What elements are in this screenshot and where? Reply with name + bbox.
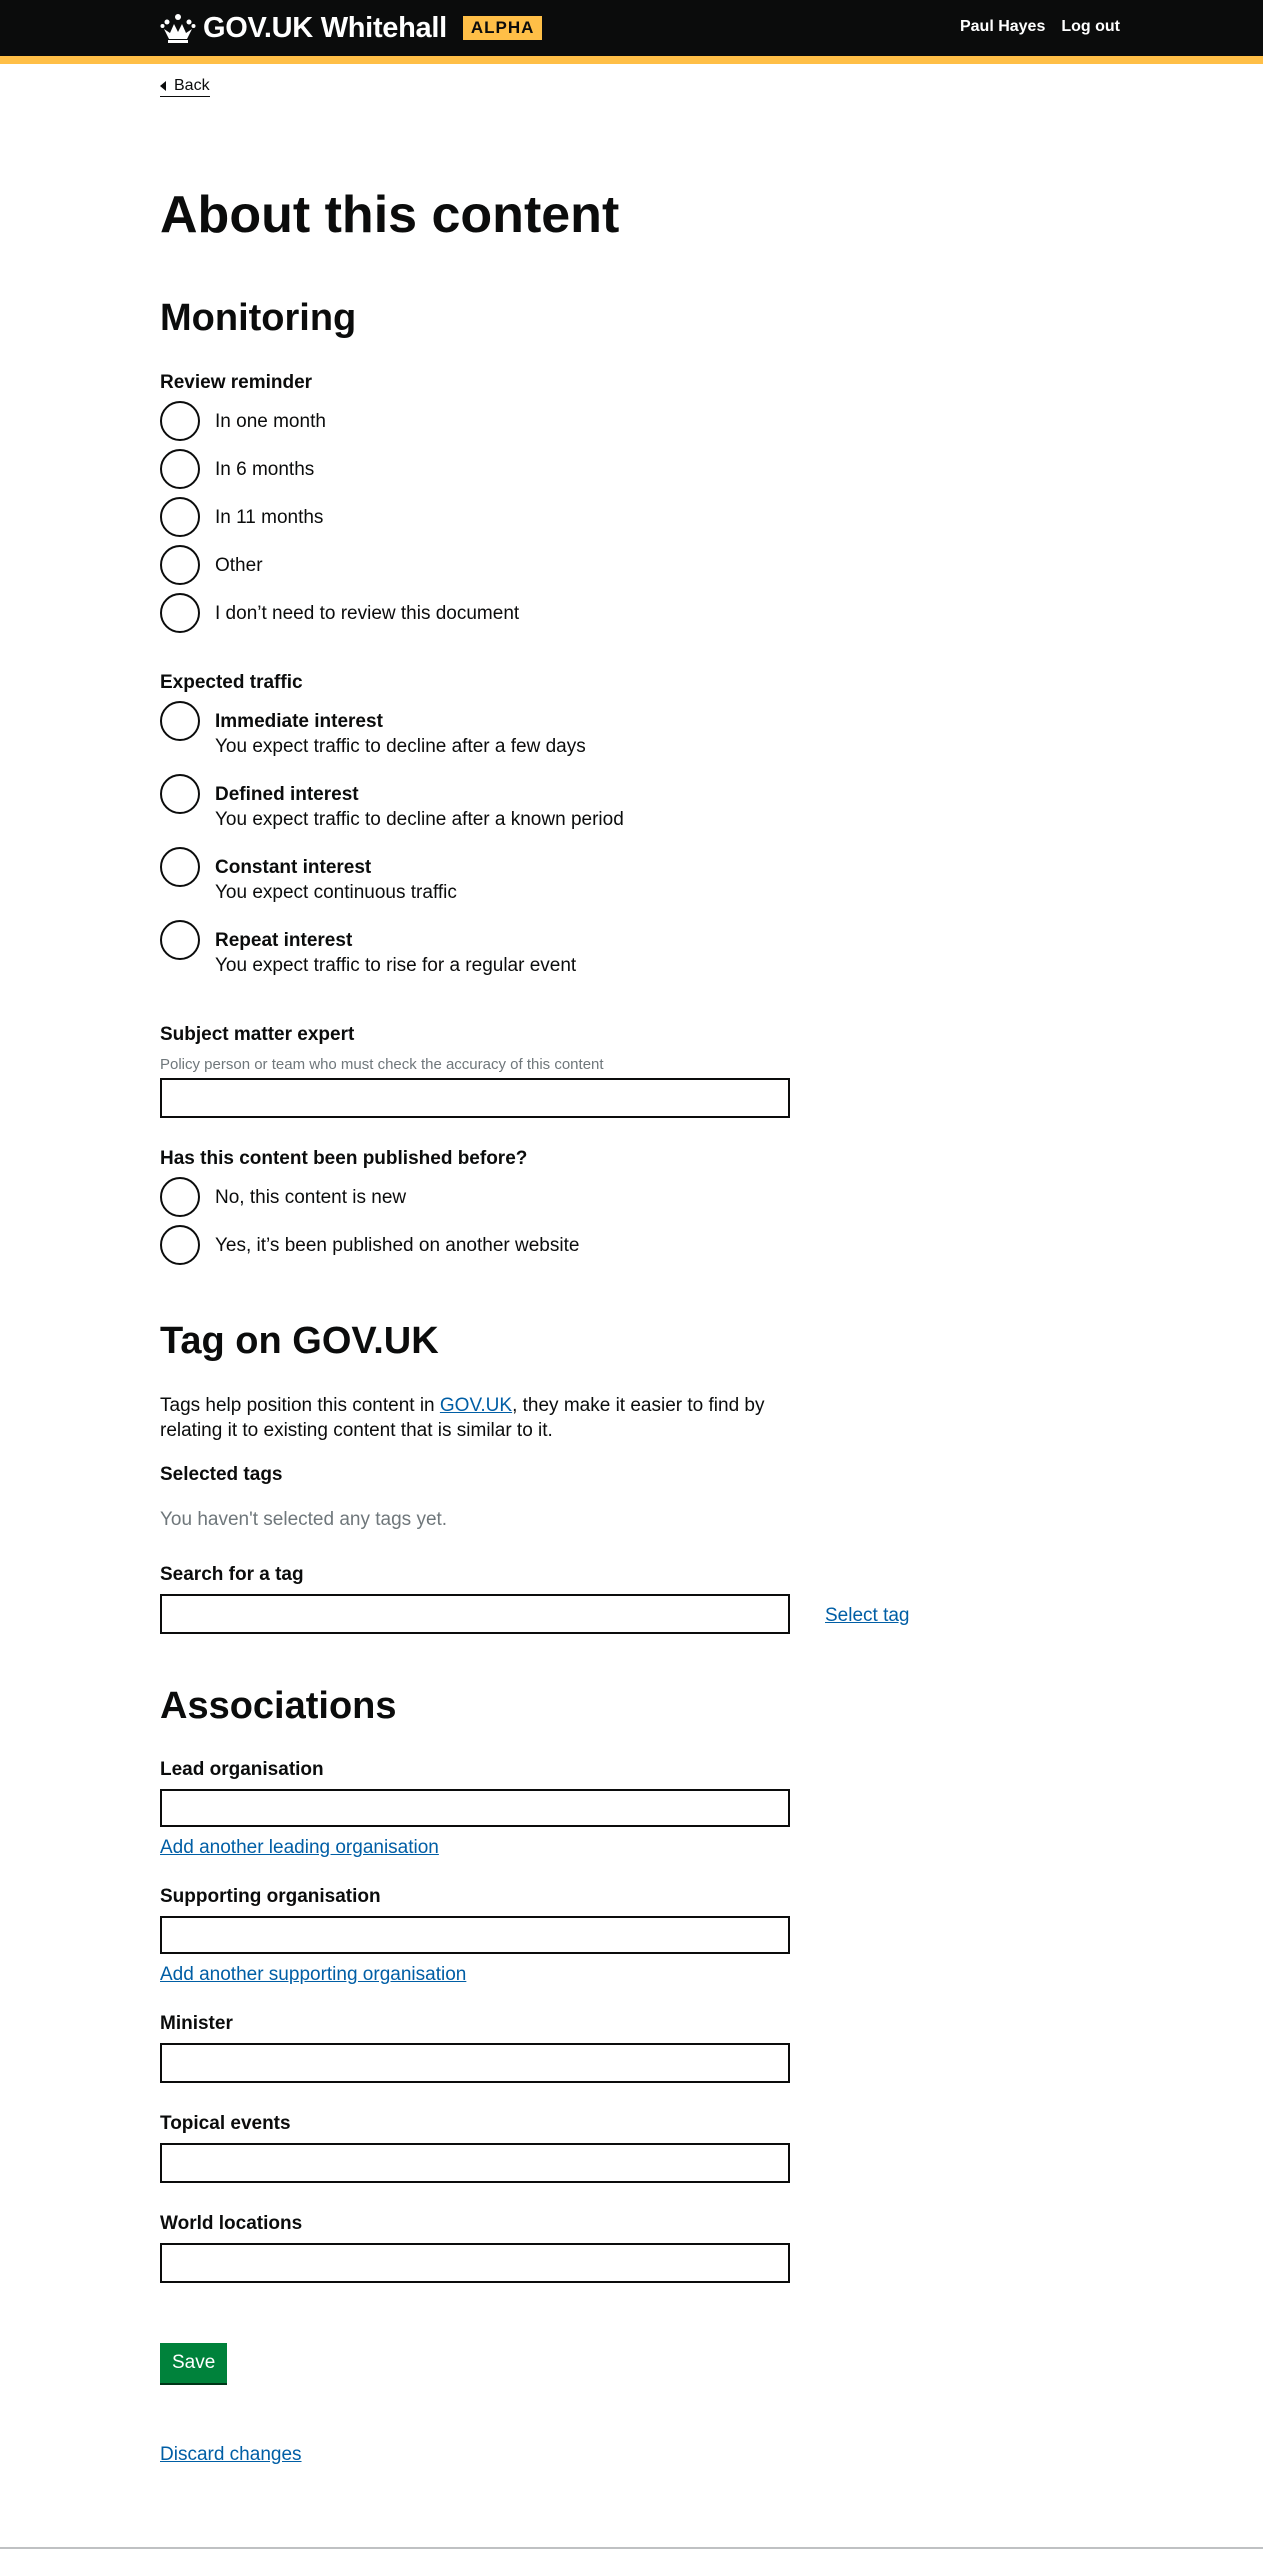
radio-button[interactable]	[160, 1225, 200, 1265]
radio-description: You expect traffic to decline after a few days	[215, 736, 586, 757]
search-tag-input[interactable]	[160, 1594, 790, 1634]
radio-description: You expect continuous traffic	[215, 882, 457, 903]
traffic-radio-defined[interactable]	[160, 774, 624, 832]
minister-label: Minister	[160, 2013, 233, 2034]
radio-button[interactable]	[160, 401, 200, 441]
review-radio-6-months[interactable]	[160, 449, 314, 489]
review-reminder-label: Review reminder	[160, 372, 313, 393]
phase-badge: ALPHA	[463, 16, 543, 40]
tag-intro-text-before: Tags help position this content in	[160, 1395, 440, 1416]
discard-changes-link[interactable]: Discard changes	[160, 2444, 302, 2465]
tag-intro	[160, 1393, 800, 1443]
radio-button[interactable]	[160, 449, 200, 489]
radio-button[interactable]	[160, 497, 200, 537]
monitoring-heading: Monitoring	[160, 297, 357, 339]
traffic-radio-immediate[interactable]	[160, 701, 586, 759]
crown-icon	[160, 13, 196, 43]
add-supporting-organisation-link[interactable]: Add another supporting organisation	[160, 1964, 467, 1985]
back-link[interactable]: Back	[160, 76, 210, 97]
subject-matter-expert-label: Subject matter expert	[160, 1024, 355, 1045]
radio-description: You expect traffic to rise for a regular event	[215, 955, 577, 976]
radio-label: In 11 months	[215, 507, 324, 528]
expected-traffic-label: Expected traffic	[160, 672, 303, 693]
radio-label: Other	[215, 555, 263, 576]
brand-link[interactable]	[160, 10, 542, 46]
review-radio-other[interactable]	[160, 545, 263, 585]
user-nav	[960, 18, 1120, 36]
radio-title: Immediate interest	[215, 711, 383, 732]
radio-button[interactable]	[160, 847, 200, 887]
radio-button[interactable]	[160, 920, 200, 960]
subject-matter-expert-input[interactable]	[160, 1078, 790, 1118]
no-tags-message: You haven't selected any tags yet.	[160, 1509, 448, 1530]
govuk-link[interactable]: GOV.UK	[439, 1395, 513, 1416]
published-before-label: Has this content been published before?	[160, 1148, 528, 1169]
radio-label: In 6 months	[215, 459, 315, 480]
radio-label: No, this content is new	[215, 1187, 407, 1208]
lead-organisation-input[interactable]	[160, 1789, 790, 1827]
radio-button[interactable]	[160, 1177, 200, 1217]
radio-button[interactable]	[160, 545, 200, 585]
review-radio-11-months[interactable]	[160, 497, 323, 537]
minister-input[interactable]	[160, 2043, 790, 2083]
tag-intro-text-after: , they make it easier to find by relating it to existing content that is similar to it.	[160, 1395, 765, 1441]
page-title: About this content	[160, 186, 620, 244]
review-radio-none[interactable]	[160, 593, 519, 633]
radio-label: Yes, it’s been published on another website	[215, 1235, 580, 1256]
site-header	[0, 0, 1263, 56]
subject-matter-expert-hint: Policy person or team who must check the accuracy of this content	[160, 1056, 604, 1073]
supporting-organisation-label: Supporting organisation	[160, 1886, 381, 1907]
user-name-link[interactable]: Paul Hayes	[959, 18, 1046, 35]
selected-tags-label: Selected tags	[160, 1464, 283, 1485]
topical-events-input[interactable]	[160, 2143, 790, 2183]
radio-description: You expect traffic to decline after a known period	[215, 809, 624, 830]
radio-title: Defined interest	[215, 784, 359, 805]
select-tag-link[interactable]: Select tag	[825, 1605, 910, 1626]
lead-organisation-label: Lead organisation	[160, 1759, 324, 1780]
review-radio-one-month[interactable]	[160, 401, 326, 441]
associations-heading: Associations	[160, 1685, 397, 1727]
logout-link[interactable]: Log out	[1061, 18, 1120, 35]
traffic-radio-repeat[interactable]	[160, 920, 576, 978]
radio-button[interactable]	[160, 701, 200, 741]
published-radio-elsewhere[interactable]	[160, 1225, 579, 1265]
tag-heading: Tag on GOV.UK	[160, 1320, 439, 1362]
radio-title: Constant interest	[215, 857, 372, 878]
save-button[interactable]: Save	[160, 2343, 227, 2383]
supporting-organisation-input[interactable]	[160, 1916, 790, 1954]
radio-label: In one month	[215, 411, 326, 432]
search-tag-label: Search for a tag	[160, 1564, 304, 1585]
radio-title: Repeat interest	[215, 930, 353, 951]
header-stripe	[0, 56, 1263, 64]
topical-events-label: Topical events	[160, 2113, 291, 2134]
world-locations-input[interactable]	[160, 2243, 790, 2283]
radio-button[interactable]	[160, 593, 200, 633]
world-locations-label: World locations	[160, 2213, 303, 2234]
radio-label: I don’t need to review this document	[215, 603, 520, 624]
radio-button[interactable]	[160, 774, 200, 814]
add-lead-organisation-link[interactable]: Add another leading organisation	[160, 1837, 439, 1858]
published-radio-new[interactable]	[160, 1177, 406, 1217]
brand-name: GOV.UK Whitehall	[203, 11, 447, 44]
traffic-radio-constant[interactable]	[160, 847, 457, 905]
